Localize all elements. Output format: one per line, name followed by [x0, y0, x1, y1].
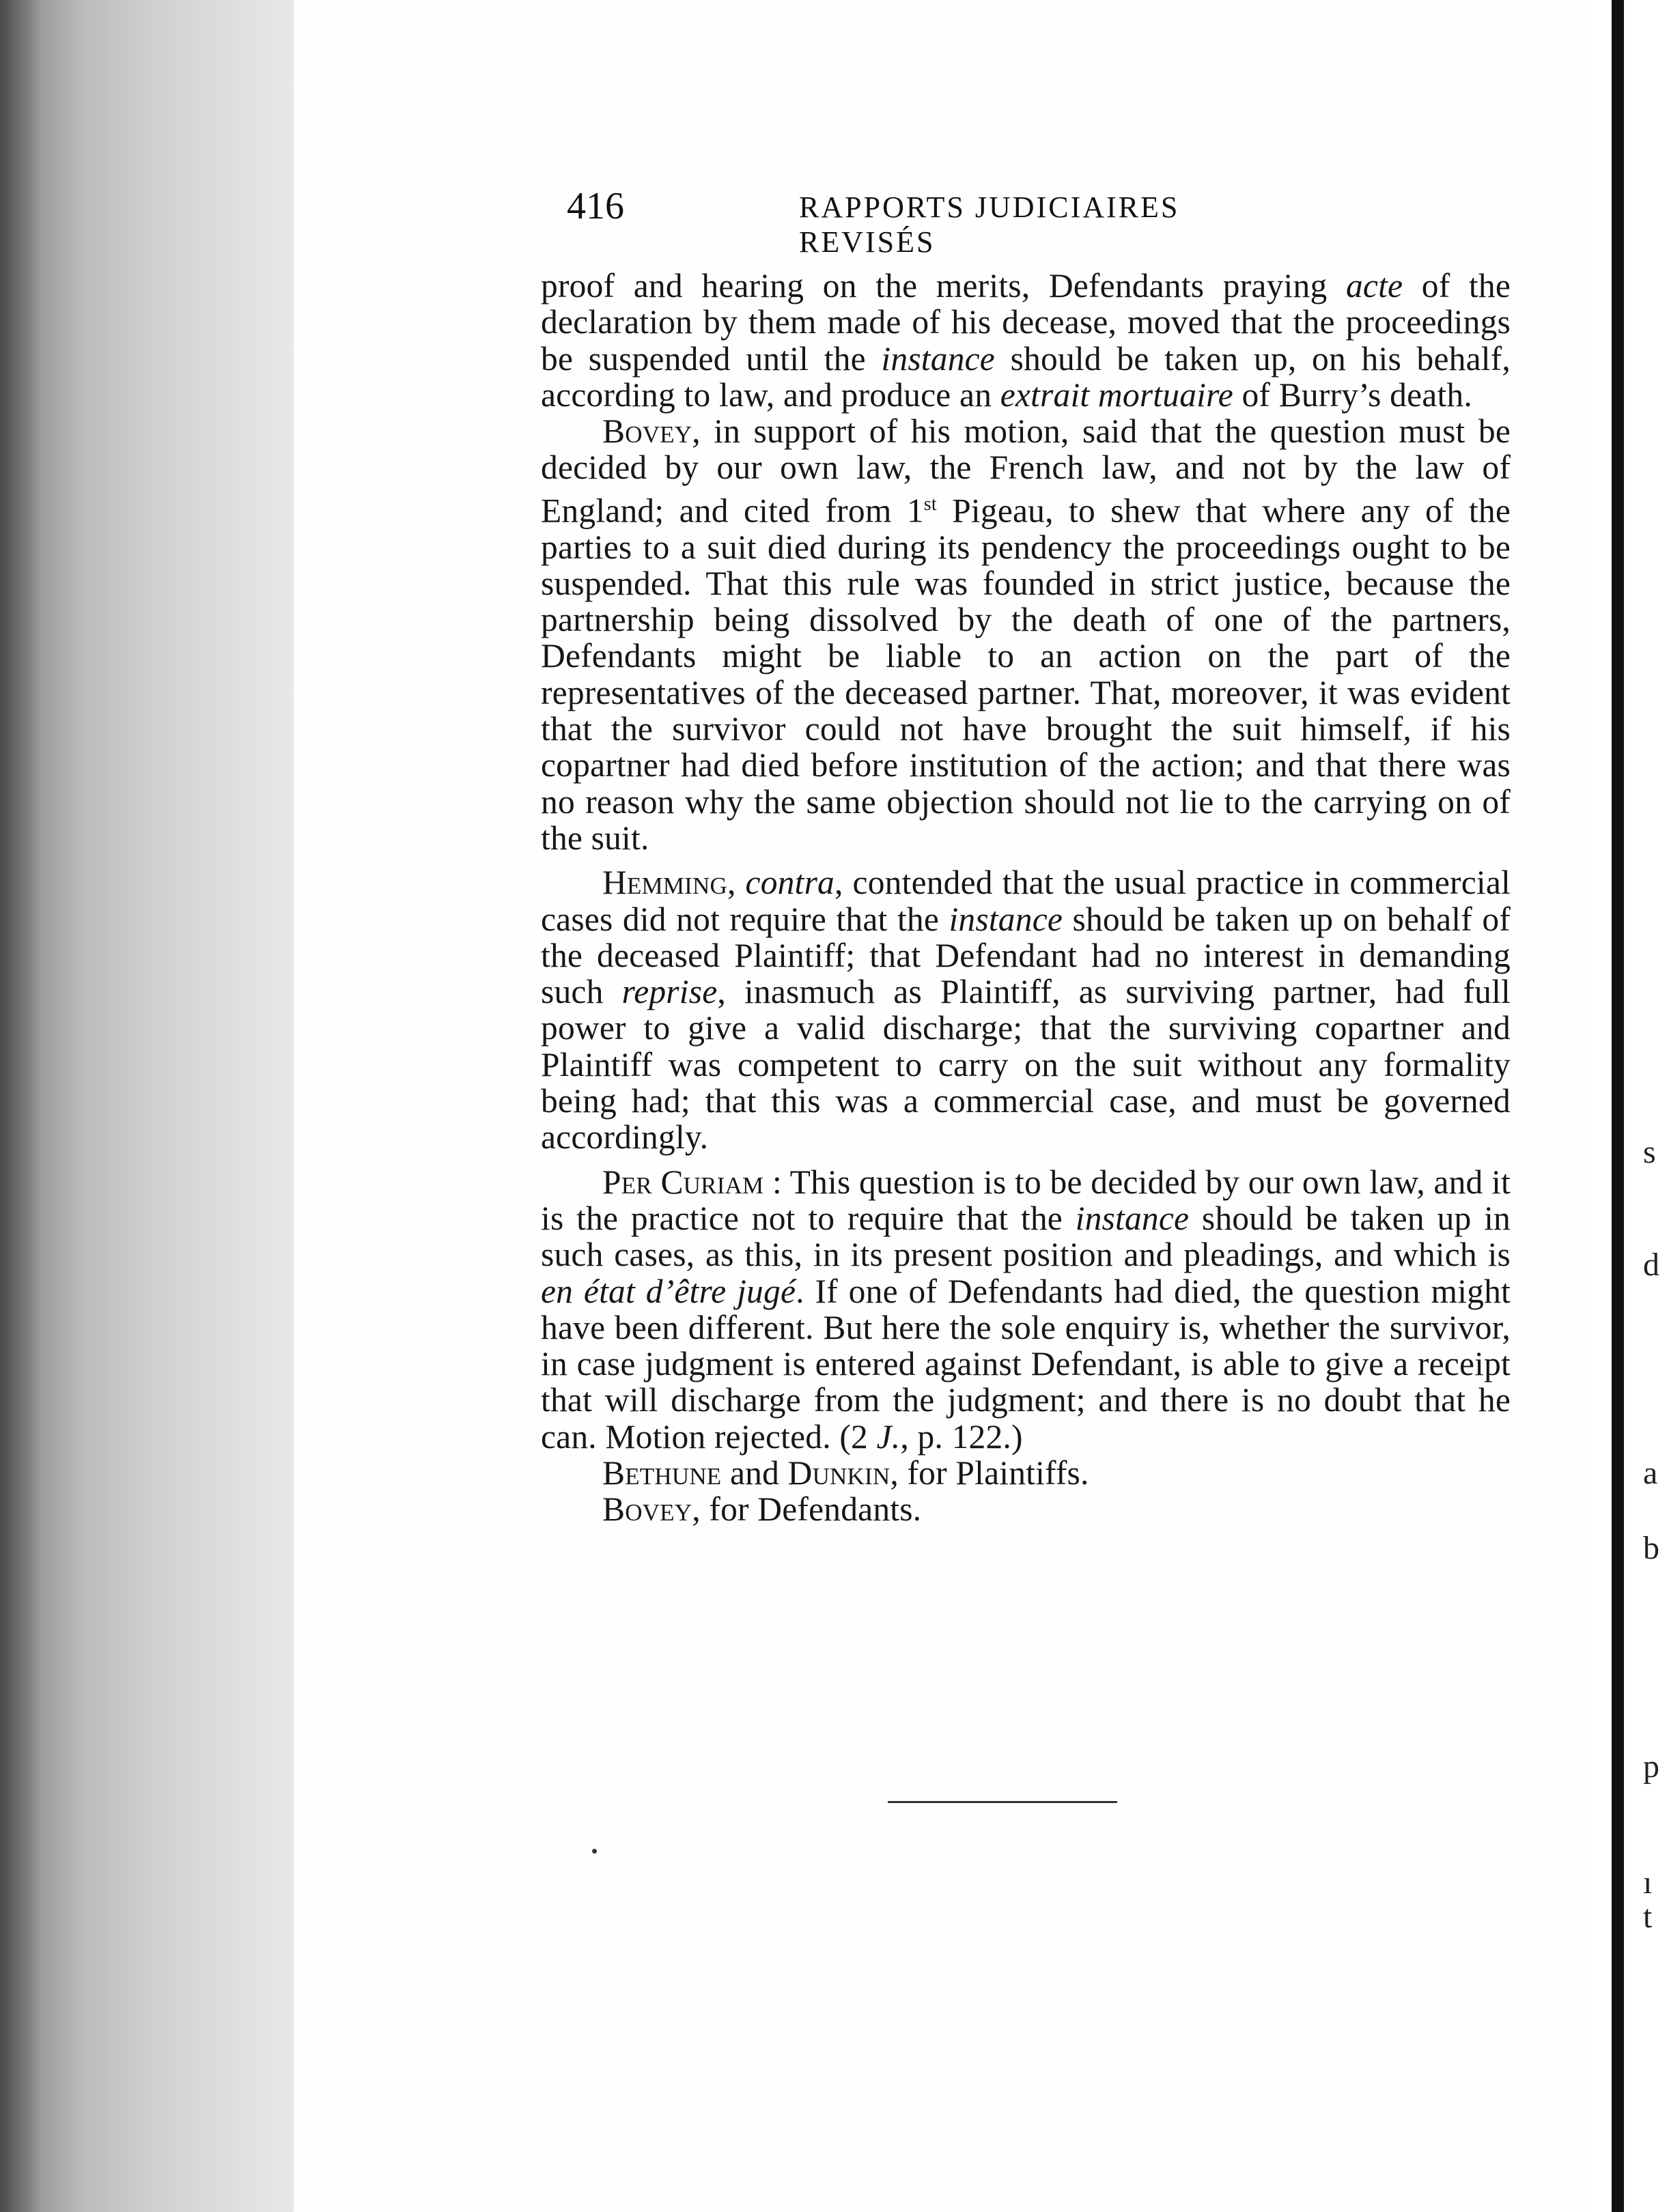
italic-term: J.	[876, 1417, 901, 1456]
fragment: ı	[1643, 1864, 1653, 1901]
italic-term: instance	[1075, 1199, 1190, 1237]
fragment: t	[1643, 1899, 1653, 1935]
italic-term: instance	[881, 339, 995, 378]
fragment: a	[1643, 1455, 1658, 1491]
italic-term: extrait mortuaire	[1000, 375, 1233, 414]
counsel-name: Dunkin	[787, 1454, 890, 1492]
paragraph-1	[541, 268, 1511, 413]
text: , in support of his motion, said that the question must be decided by our own law, the French law, and not by the law of England; and cited from 1	[541, 412, 1511, 530]
page-header	[567, 184, 1318, 259]
text: should be taken up in such cases, as this, in its present position and pleadings, and which is	[541, 1199, 1511, 1274]
fragment: p	[1643, 1748, 1659, 1785]
book-spine	[41, 0, 294, 2212]
text: , p. 122.)	[900, 1417, 1023, 1456]
counsel-name: Bovey	[602, 412, 692, 451]
court-ruling-label: Per Curiam	[602, 1163, 764, 1201]
counsel-name: Bovey	[602, 1490, 692, 1529]
text: . If one of Defendants had died, the question might have been different. But here the sole enquiry is, whether the survivor, in case judgment is entered against Defendant, is able to give a receipt that will discharge from the judgment; and there is no doubt that he can. Motion rejected. (2	[541, 1272, 1511, 1456]
text: of Burry’s death.	[1233, 375, 1472, 414]
body-text	[541, 268, 1511, 1528]
italic-term: instance	[949, 900, 1063, 938]
italic-term: acte	[1345, 267, 1403, 304]
fragment: d	[1643, 1247, 1659, 1283]
paragraph-5	[541, 1455, 1511, 1491]
paragraph-3	[541, 864, 1511, 1155]
text: : This question is to be decided by our own law, and it is the practice not to require that the	[541, 1163, 1511, 1237]
text: ,	[727, 864, 746, 902]
fragment: b	[1643, 1530, 1659, 1566]
italic-term: reprise	[621, 973, 718, 1011]
facing-page-fragments	[1639, 0, 1669, 2212]
italic-term: contra	[745, 864, 834, 902]
italic-term: en état d’être jugé	[541, 1272, 796, 1310]
paragraph-2	[541, 413, 1511, 856]
text: Pigeau, to shew that where any of the parties to a suit died during its pendency the proceedings ought to be suspended. That this rule was founded in strict justice, because the partnership being dissolved by the death of one of the partners, Defendants might be liable to an action on the part of the representatives of the deceased partner. That, moreover, it was evident that the survivor could not have brought the suit himself, if his copartner had died before institution of the action; and that there was no reason why the same objection should not lie to the carrying on of the suit.	[541, 492, 1511, 857]
running-title: RAPPORTS JUDICIAIRES REVISÉS	[799, 190, 1180, 259]
book-gutter-shadow	[0, 0, 41, 2212]
text: , contended that the usual practice in commercial cases did not require that the	[541, 864, 1511, 938]
fragment: s	[1643, 1134, 1656, 1170]
ink-speck	[592, 1849, 597, 1854]
paragraph-6	[541, 1491, 1511, 1527]
right-page-border	[1612, 0, 1624, 2212]
text: , inasmuch as Plaintiff, as surviving partner, had full power to give a valid discharge; that the surviving copartner and Plaintiff was competent to carry on the suit without any formality being had; that this was a commercial case, and must be governed accordingly.	[541, 973, 1511, 1157]
text: should be taken up on behalf of the deceased Plaintiff; that Defendant had no interest in demanding such	[541, 900, 1511, 1011]
superscript: st	[923, 493, 937, 515]
counsel-name: Hemming	[602, 864, 727, 902]
end-rule	[888, 1801, 1117, 1803]
text: should be taken up, on his behalf, according to law, and produce an	[541, 339, 1511, 414]
text: , for Defendants.	[692, 1490, 922, 1529]
text: and	[721, 1454, 788, 1492]
text: proof and hearing on the merits, Defendants praying	[541, 267, 1346, 304]
text: , for Plaintiffs.	[890, 1454, 1089, 1492]
counsel-name: Bethune	[602, 1454, 722, 1492]
text: of the declaration by them made of his decease, moved that the proceedings be suspended until the	[541, 267, 1511, 378]
paragraph-4	[541, 1164, 1511, 1455]
page-number: 416	[567, 185, 624, 227]
